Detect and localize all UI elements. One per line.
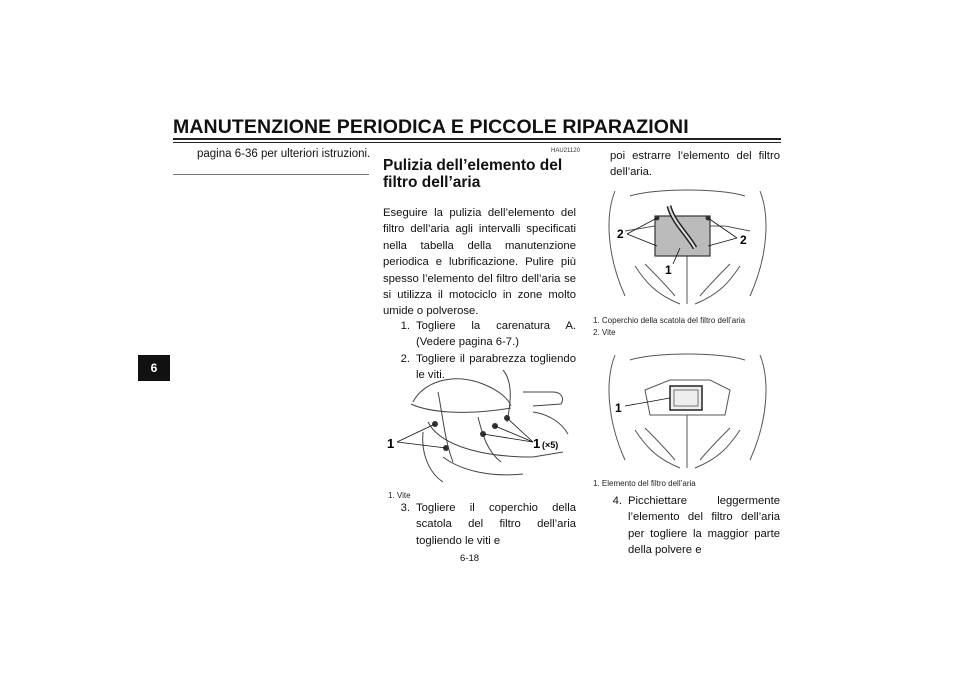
chapter-tab: 6 <box>138 355 170 381</box>
step-item <box>383 500 576 549</box>
step-list-b <box>383 500 576 549</box>
step-item <box>383 318 576 351</box>
callout-2b: 2 <box>740 233 747 247</box>
continuation-text: pagina 6-36 per ulteriori istruzioni. <box>197 148 371 160</box>
section-code: HAU21120 <box>551 148 580 154</box>
callout-2a: 2 <box>617 227 624 241</box>
section-title: Pulizia dell’elemento del filtro dell’aria <box>383 157 563 191</box>
step-text: Togliere il parabrezza togliendo le viti. <box>416 352 576 382</box>
callout-1b: 1 <box>533 436 541 451</box>
filter-cover-figure <box>595 186 780 308</box>
figure-caption: 1. Vite <box>388 491 411 500</box>
step3-continuation: poi estrarre l’elemento del filtro dell’aria. <box>610 150 780 179</box>
figure-caption-2: 2. Vite <box>593 328 616 337</box>
page-number: 6-18 <box>460 553 480 564</box>
step-number: 2. <box>400 352 410 365</box>
callout-1: 1 <box>387 436 395 451</box>
windshield-figure <box>383 362 576 484</box>
column-divider <box>173 174 369 175</box>
step-number: 3. <box>400 502 410 514</box>
intro-paragraph: Eseguire la pulizia dell’elemento del filtro dell’aria agli intervalli specificati nella tabella della manutenzione periodica e lubrificazione. Pulire più spesso l’elemento del filtro dell’aria se si utilizza il motociclo in zone molto umide o polverose. <box>383 207 576 318</box>
step-text: Picchiettare leggermente l’elemento del filtro dell’aria per togliere la maggior parte della polvere e <box>628 495 780 557</box>
step-number: 1. <box>400 320 410 332</box>
step-text: Togliere il coperchio della scatola del filtro dell’aria togliendo le viti e <box>416 502 576 547</box>
header-rule-thin <box>173 142 781 143</box>
step-number: 4. <box>612 495 622 507</box>
page-header-title: MANUTENZIONE PERIODICA E PICCOLE RIPARAZIONI <box>173 116 689 138</box>
callout-1: 1 <box>665 263 672 277</box>
header-rule <box>173 138 781 140</box>
step-item <box>595 493 780 559</box>
multiplier-label: (×5) <box>542 440 559 450</box>
filter-element-figure <box>595 350 780 472</box>
step-text: Togliere la carenatura A. (Vedere pagina 6-7.) <box>416 320 576 349</box>
callout-1: 1 <box>615 401 622 415</box>
figure-caption: 1. Elemento del filtro dell’aria <box>593 479 696 488</box>
step-list-c <box>595 493 780 559</box>
figure-caption-1: 1. Coperchio della scatola del filtro dell’aria <box>593 316 746 325</box>
